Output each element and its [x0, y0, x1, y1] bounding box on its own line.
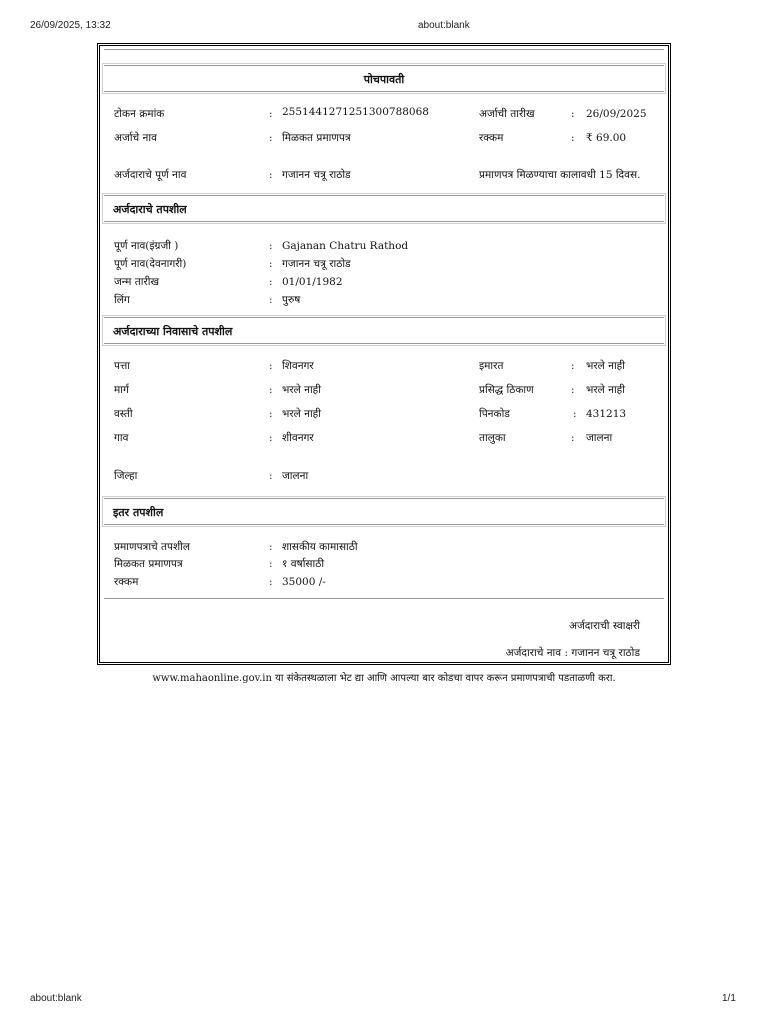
road-label: मार्ग	[114, 384, 129, 396]
colon: :	[571, 108, 575, 120]
locality-label: वस्ती	[114, 408, 133, 420]
certificate-period: प्रमाणपत्र मिळण्याचा कालावधी 15 दिवस.	[479, 169, 641, 181]
application-name-label: अर्जाचे नाव	[114, 132, 157, 144]
village-label: गाव	[114, 432, 129, 444]
purpose-label: प्रमाणपत्राचे तपशील	[114, 541, 190, 553]
colon: :	[571, 432, 575, 444]
receipt-title: पोचपावती	[104, 65, 664, 92]
road-value: भरले नाही	[282, 384, 321, 396]
locality-value: भरले नाही	[282, 408, 321, 420]
purpose-value: शासकीय कामासाठी	[282, 541, 358, 553]
other-details-heading: इतर तपशील	[104, 498, 664, 525]
residence-details-heading: अर्जदाराच्या निवासाचे तपशील	[104, 317, 664, 344]
pincode-value: 431213	[586, 408, 627, 420]
building-value: भरले नाही	[586, 360, 625, 372]
colon: :	[269, 470, 273, 482]
application-date-value: 26/09/2025	[586, 108, 647, 120]
colon: :	[269, 432, 273, 444]
applicant-details-heading: अर्जदाराचे तपशील	[104, 195, 664, 222]
gender-value: पुरुष	[282, 294, 301, 306]
application-date-label: अर्जाची तारीख	[479, 108, 535, 120]
district-value: जालना	[282, 470, 309, 482]
divider	[104, 598, 664, 599]
colon: :	[573, 408, 577, 420]
fullname-devanagari-value: गजानन चत्रू राठोड	[282, 258, 351, 270]
fullname-english-value: Gajanan Chatru Rathod	[282, 240, 409, 252]
applicant-name-line: अर्जदाराचे नाव : गजानन चत्रू राठोड	[505, 647, 640, 659]
colon: :	[571, 132, 575, 144]
print-page-number: 1/1	[722, 993, 736, 1004]
taluka-label: तालुका	[479, 432, 506, 444]
landmark-value: भरले नाही	[586, 384, 625, 396]
fullname-english-label: पूर्ण नाव(इंग्रजी )	[114, 240, 179, 252]
print-footer-url: about:blank	[30, 993, 82, 1004]
fullname-devanagari-label: पूर्ण नाव(देवनागरी)	[114, 258, 187, 270]
colon: :	[571, 384, 575, 396]
address-label: पत्ता	[114, 360, 130, 372]
dob-label: जन्म तारीख	[114, 276, 160, 288]
income-certificate-value: १ वर्षासाठी	[282, 558, 325, 570]
building-label: इमारत	[479, 360, 504, 372]
colon: :	[269, 132, 273, 144]
dob-value: 01/01/1982	[282, 276, 343, 288]
receipt-frame	[97, 43, 671, 665]
verification-note: www.mahaonline.gov.in या संकेतस्थळाला भेट द्या आणि आपल्या बार कोडचा वापर करून प्रमाणपत्राची पडताळणी करा.	[152, 673, 616, 684]
colon: :	[269, 360, 273, 372]
taluka-value: जालना	[586, 432, 613, 444]
amount-value: ₹ 69.00	[586, 132, 627, 144]
token-value: 25514412712513007880​68	[282, 106, 429, 118]
district-label: जिल्हा	[114, 470, 138, 482]
colon: :	[269, 408, 273, 420]
colon: :	[269, 169, 273, 181]
pincode-label: पिनकोड	[479, 408, 510, 420]
colon: :	[269, 384, 273, 396]
application-name-value: मिळकत प्रमाणपत्र	[282, 132, 351, 144]
colon: :	[269, 294, 273, 306]
receipt-inner	[104, 49, 664, 659]
colon: :	[269, 576, 273, 588]
landmark-label: प्रसिद्ध ठिकाण	[479, 384, 534, 396]
applicant-full-name-value: गजानन चत्रू राठोड	[282, 169, 351, 181]
print-page-title: about:blank	[418, 20, 470, 31]
income-amount-value: 35000 /-	[282, 576, 326, 588]
colon: :	[269, 258, 273, 270]
colon: :	[269, 276, 273, 288]
colon: :	[269, 108, 273, 120]
token-label: टोकन क्रमांक	[114, 108, 165, 120]
colon: :	[571, 360, 575, 372]
colon: :	[269, 541, 273, 553]
print-datetime: 26/09/2025, 13:32	[30, 20, 111, 31]
colon: :	[269, 558, 273, 570]
income-amount-label: रक्कम	[114, 576, 139, 588]
village-value: शीवनगर	[282, 432, 314, 444]
gender-label: लिंग	[114, 294, 130, 306]
applicant-signature-label: अर्जदाराची स्वाक्षरी	[568, 620, 640, 632]
applicant-full-name-label: अर्जदाराचे पूर्ण नाव	[114, 169, 187, 181]
income-certificate-label: मिळकत प्रमाणपत्र	[114, 558, 183, 570]
colon: :	[269, 240, 273, 252]
amount-label: रक्कम	[479, 132, 504, 144]
address-value: शिवनगर	[282, 360, 314, 372]
